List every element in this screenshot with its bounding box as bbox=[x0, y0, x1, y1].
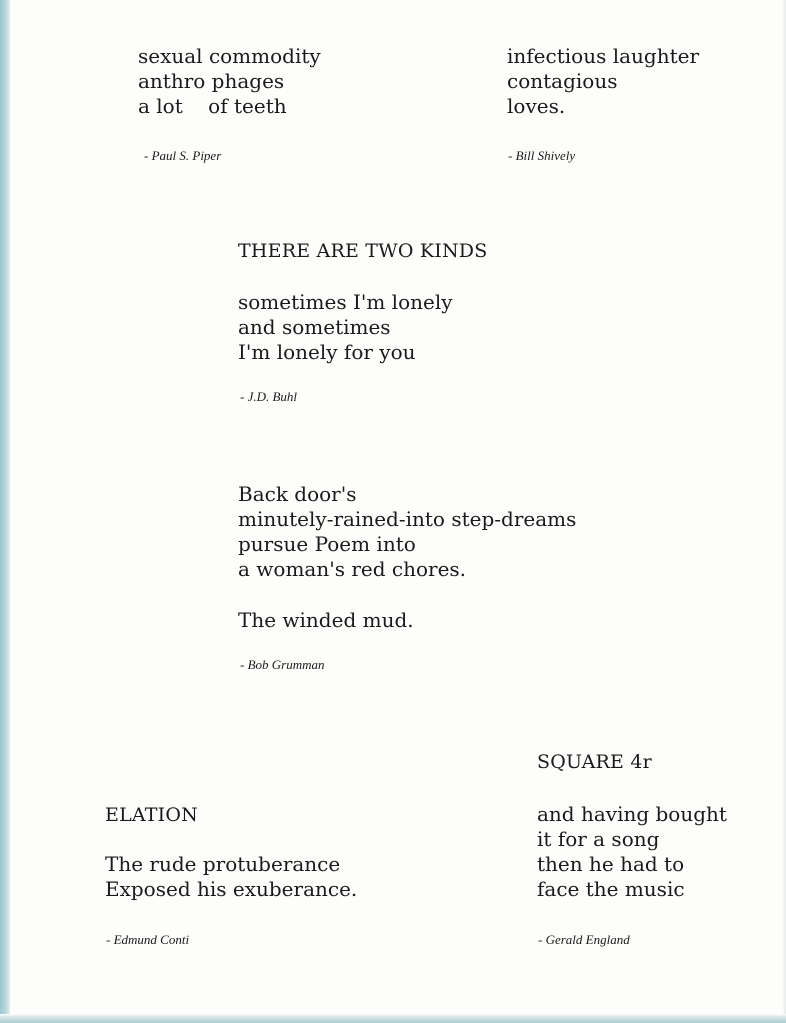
poem-title: ELATION bbox=[105, 804, 198, 826]
poem-author: - Gerald England bbox=[538, 932, 630, 947]
poem-line: Back door's bbox=[238, 482, 357, 506]
poem-line: Exposed his exuberance. bbox=[105, 877, 358, 901]
poem-line: I'm lonely for you bbox=[238, 340, 416, 364]
poem-line: face the music bbox=[537, 877, 685, 901]
poem-line: minutely-rained-into step-dreams bbox=[238, 507, 577, 531]
poem-buhl bbox=[238, 239, 487, 405]
poem-shively bbox=[507, 44, 699, 164]
poem-line: anthro phages bbox=[138, 69, 285, 93]
poem-line: it for a song bbox=[537, 827, 660, 851]
poem-line: and having bought bbox=[537, 802, 727, 826]
poem-line: and sometimes bbox=[238, 315, 391, 339]
poem-line: sometimes I'm lonely bbox=[238, 290, 453, 314]
poem-author: - Bob Grumman bbox=[240, 657, 325, 672]
poem-author: - J.D. Buhl bbox=[240, 389, 298, 404]
poem-stanza bbox=[238, 482, 576, 582]
poem-body bbox=[105, 852, 357, 902]
poem-line: then he had to bbox=[537, 852, 685, 876]
poem-line: pursue Poem into bbox=[238, 532, 416, 556]
page-edge-right bbox=[782, 0, 786, 1023]
poem-line: contagious bbox=[507, 69, 618, 93]
poem-body bbox=[238, 290, 487, 365]
poem-line: sexual commodity bbox=[138, 44, 321, 68]
poem-line: The winded mud. bbox=[238, 608, 414, 632]
poem-line: loves. bbox=[507, 94, 566, 118]
poem-line: a woman's red chores. bbox=[238, 557, 467, 581]
page-edge-left bbox=[0, 0, 10, 1023]
poem-author: - Paul S. Piper bbox=[144, 148, 222, 163]
poem-author: - Bill Shively bbox=[508, 148, 576, 163]
poem-line: infectious laughter bbox=[507, 44, 700, 68]
poem-body bbox=[507, 44, 699, 119]
poem-body bbox=[537, 802, 727, 902]
poem-author: - Edmund Conti bbox=[106, 932, 190, 947]
poem-title: THERE ARE TWO KINDS bbox=[238, 240, 488, 262]
poem-stanza bbox=[238, 608, 576, 633]
page-edge-bottom bbox=[0, 1014, 786, 1023]
poem-conti bbox=[105, 803, 357, 948]
poem-line: The rude protuberance bbox=[105, 852, 341, 876]
poem-england bbox=[537, 750, 727, 948]
poem-title: SQUARE 4r bbox=[537, 751, 652, 773]
poem-piper bbox=[138, 44, 321, 164]
poem-grumman bbox=[238, 482, 576, 673]
poem-line: a lot of teeth bbox=[138, 94, 287, 118]
poem-body bbox=[138, 44, 321, 119]
